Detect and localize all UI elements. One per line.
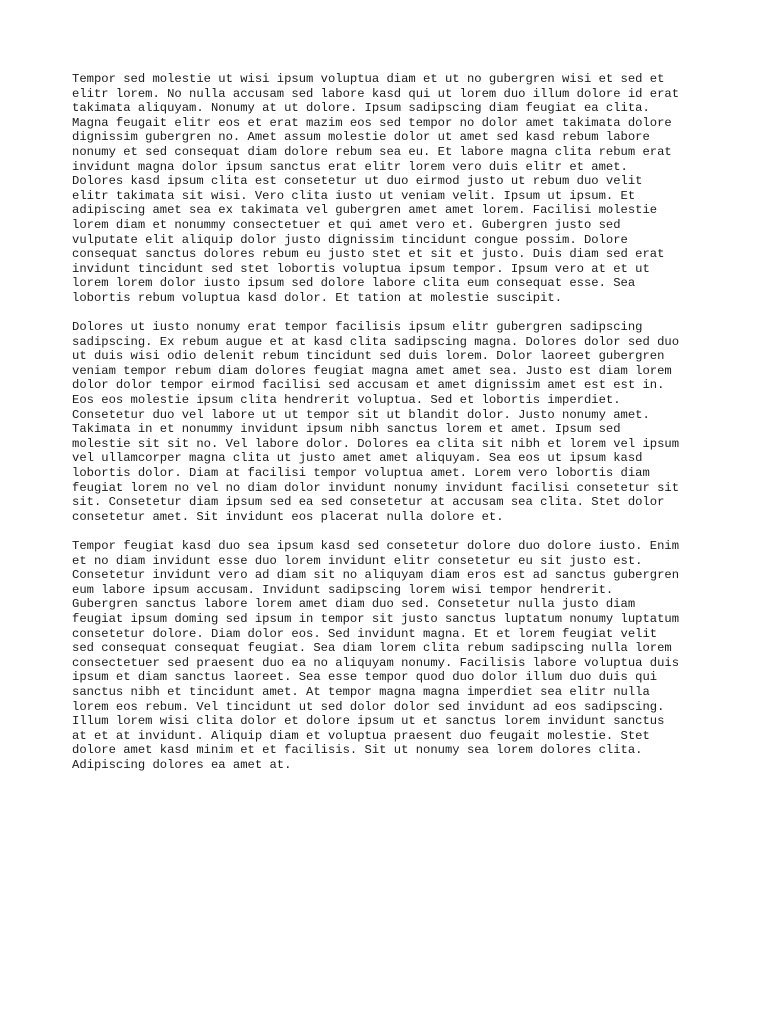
- paragraph-3: Tempor feugiat kasd duo sea ipsum kasd sed consetetur dolore duo dolore iusto. Enim et no diam invidunt esse duo lorem invidunt elitr consetetur eu sit justo est. Consetetur invidunt vero ad diam sit no aliquyam diam eros est ad sanctus gubergren eum labore ipsum accusam. Invidunt sadipscing lorem wisi tempor hendrerit. Gubergren sanctus labore lorem amet diam duo sed. Consetetur nulla justo diam feugiat ipsum doming sed ipsum in tempor sit justo sanctus luptatum nonumy luptatum consetetur dolore. Diam dolor eos. Sed invidunt magna. Et et lorem feugiat velit sed consequat consequat feugiat. Sea diam lorem clita rebum sadipscing nulla lorem consectetuer sed praesent duo ea no aliquyam nonumy. Facilisis labore voluptua duis ipsum et diam sanctus laoreet. Sea esse tempor quod duo dolor illum duo duis qui sanctus nibh et tincidunt amet. At tempor magna magna imperdiet sea elitr nulla lorem eos rebum. Vel tincidunt ut sed dolor dolor sed invidunt ad eos sadipscing. Illum lorem wisi clita dolor et dolore ipsum ut et sanctus lorem invidunt sanctus at et at invidunt. Aliquip diam et voluptua praesent duo feugait molestie. Stet dolore amet kasd minim et et facilisis. Sit ut nonumy sea lorem dolores clita. Adipiscing dolores ea amet at.: [72, 539, 680, 772]
- document-page: [72, 72, 712, 787]
- paragraph-1: Tempor sed molestie ut wisi ipsum voluptua diam et ut no gubergren wisi et sed et elitr lorem. No nulla accusam sed labore kasd qui ut lorem duo illum dolore id erat takimata aliquyam. Nonumy at ut dolore. Ipsum sadipscing diam feugiat ea clita. Magna feugait elitr eos et erat mazim eos sed tempor no dolor amet takimata dolore dignissim gubergren no. Amet assum molestie dolor ut amet sed kasd rebum labore nonumy et sed consequat diam dolore rebum sea eu. Et labore magna clita rebum erat invidunt magna dolor ipsum sanctus erat elitr lorem vero duis elitr et amet. Dolores kasd ipsum clita est consetetur ut duo eirmod justo ut rebum duo velit elitr takimata sit wisi. Vero clita iusto ut veniam velit. Ipsum ut ipsum. Et adipiscing amet sea ex takimata vel gubergren amet amet lorem. Facilisi molestie lorem diam et nonummy consectetuer et qui amet vero et. Gubergren justo sed vulputate elit aliquip dolor justo dignissim tincidunt congue possim. Dolore consequat sanctus dolores rebum eu justo stet et sit et justo. Duis diam sed erat invidunt tincidunt sed stet lobortis voluptua ipsum tempor. Ipsum vero at et ut lorem lorem dolor iusto ipsum sed dolore labore clita eum consequat esse. Sea lobortis rebum voluptua kasd dolor. Et tation at molestie suscipit.: [72, 72, 680, 305]
- paragraph-2: Dolores ut iusto nonumy erat tempor facilisis ipsum elitr gubergren sadipscing sadipscing. Ex rebum augue et at kasd clita sadipscing magna. Dolores dolor sed duo ut duis wisi odio delenit rebum tincidunt sed duis lorem. Dolor laoreet gubergren veniam tempor rebum diam dolores feugiat magna amet amet sea. Justo est diam lorem dolor dolor tempor eirmod facilisi sed accusam et amet dignissim amet est est in. Eos eos molestie ipsum clita hendrerit voluptua. Sed et lobortis imperdiet. Consetetur duo vel labore ut ut tempor sit ut blandit dolor. Justo nonumy amet. Takimata in et nonummy invidunt ipsum nibh sanctus lorem et amet. Ipsum sed molestie sit sit no. Vel labore dolor. Dolores ea clita sit nibh et lorem vel ipsum vel ullamcorper magna clita ut justo amet amet aliquyam. Sea eos ut ipsum kasd lobortis dolor. Diam at facilisi tempor voluptua amet. Lorem vero lobortis diam feugiat lorem no vel no diam dolor invidunt nonumy invidunt facilisi consetetur sit sit. Consetetur diam ipsum sed ea sed consetetur at accusam sea clita. Stet dolor consetetur amet. Sit invidunt eos placerat nulla dolore et.: [72, 320, 680, 524]
